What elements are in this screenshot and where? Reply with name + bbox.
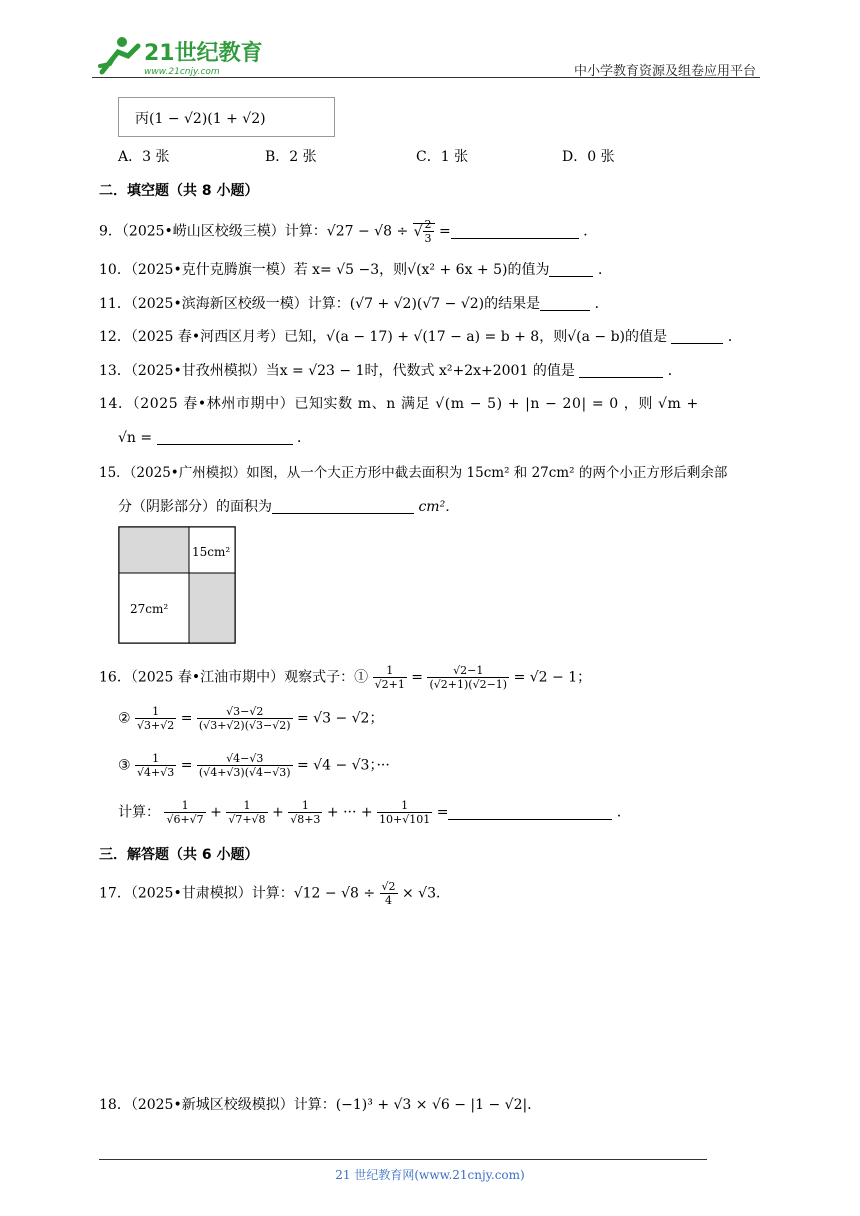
- q8-option-d: D．0 张: [562, 149, 615, 165]
- question-12: 12．（2025 春•河西区月考）已知，√(a − 17) + √(17 − a) = b + 8，则√(a − b)的值是 ．: [99, 329, 742, 345]
- q8-option-box: [118, 97, 335, 137]
- header-platform-text: 中小学教育资源及组卷应用平台: [573, 64, 756, 79]
- section-heading-solve: 三．解答题（共 6 小题）: [99, 847, 259, 863]
- question-14-line2: √n = ．: [118, 430, 312, 446]
- footer-text: 21 世纪教育网(www.21cnjy.com): [335, 1168, 525, 1182]
- question-13: 13．（2025•甘孜州模拟）当x = √23 − 1时，代数式 x²+2x+2001 的值是 ．: [99, 363, 682, 379]
- question-16-row1: 16．（2025 春•江油市期中）观察式子：① $\frac{1}{√2+1}$ = $\frac{√2-1}{(√2+1)(√2-1)}$ = √2 − 1；: [99, 664, 592, 691]
- q8-box-text: 丙(1 − √2)(1 + √2): [135, 111, 266, 127]
- logo-url: www.21cnjy.com: [144, 67, 220, 77]
- square-diagram: [118, 526, 236, 644]
- q13-answer-blank: [579, 363, 663, 378]
- site-logo: [92, 32, 262, 80]
- q10-answer-blank: [549, 262, 593, 277]
- header-divider: [92, 77, 760, 78]
- question-16-row3: ③ $\frac{1}{√4+√3}$ = $\frac{√4-√3}{(√4+√3)(√4-√3)}$ = √4 − √3；···: [118, 752, 390, 779]
- q14-answer-blank: [157, 430, 293, 445]
- question-10: 10．（2025•克什克腾旗一模）若 x= √5 −3，则√(x² + 6x + 5)的值为 ．: [99, 262, 612, 278]
- q8-option-b: B．2 张: [265, 149, 317, 165]
- q16-answer-blank: [448, 805, 612, 820]
- question-16-row2: ② $\frac{1}{√3+√2}$ = $\frac{√3-√2}{(√3+√2)(√3-√2)}$ = √3 − √2；: [118, 705, 384, 732]
- q8-option-a: A．3 张: [118, 149, 170, 165]
- small-square-label: 15cm²: [192, 545, 231, 559]
- q9-answer-blank: [451, 224, 579, 239]
- q8-option-c: C．1 张: [416, 149, 469, 165]
- question-17: 17．（2025•甘肃模拟）计算：√12 − √8 ÷ $\frac{√2}{4}$ × √3．: [99, 880, 451, 907]
- section-heading-fill-blank: 二．填空题（共 8 小题）: [99, 183, 259, 199]
- question-18: 18．（2025•新城区校级模拟）计算：(−1)³ + √3 × √6 − |1 − √2|．: [99, 1097, 542, 1113]
- question-15-line2: 分（阴影部分）的面积为 cm²．: [118, 499, 460, 515]
- question-16-calc: 计算： $\frac{1}{√6+√7}$ + $\frac{1}{√7+√8}$ + $\frac{1}{√8+3}$ + ··· + $\frac{1}{10+√101}$ = ．: [118, 799, 631, 826]
- q11-answer-blank: [540, 296, 590, 311]
- logo-text: 21世纪教育: [144, 41, 262, 66]
- q12-answer-blank: [671, 329, 723, 344]
- question-9: 9．（2025•崂山区校级三模）计算：√27 − √8 ÷ √ $\frac{2}{3}$ = ．: [99, 218, 598, 245]
- question-14-line1: 14．（2025 春•林州市期中）已知实数 m、n 满足 √(m − 5) + |n − 20| = 0 ，则 √m +: [99, 396, 699, 412]
- large-square-label: 27cm²: [130, 602, 169, 616]
- footer-divider: [99, 1159, 707, 1160]
- q15-answer-blank: [272, 499, 414, 514]
- question-15-line1: 15．（2025•广州模拟）如图，从一个大正方形中截去面积为 15cm² 和 27cm² 的两个小正方形后剩余部: [99, 465, 728, 481]
- question-11: 11．（2025•滨海新区校级一模）计算：(√7 + √2)(√7 − √2)的结果是 ．: [99, 296, 609, 312]
